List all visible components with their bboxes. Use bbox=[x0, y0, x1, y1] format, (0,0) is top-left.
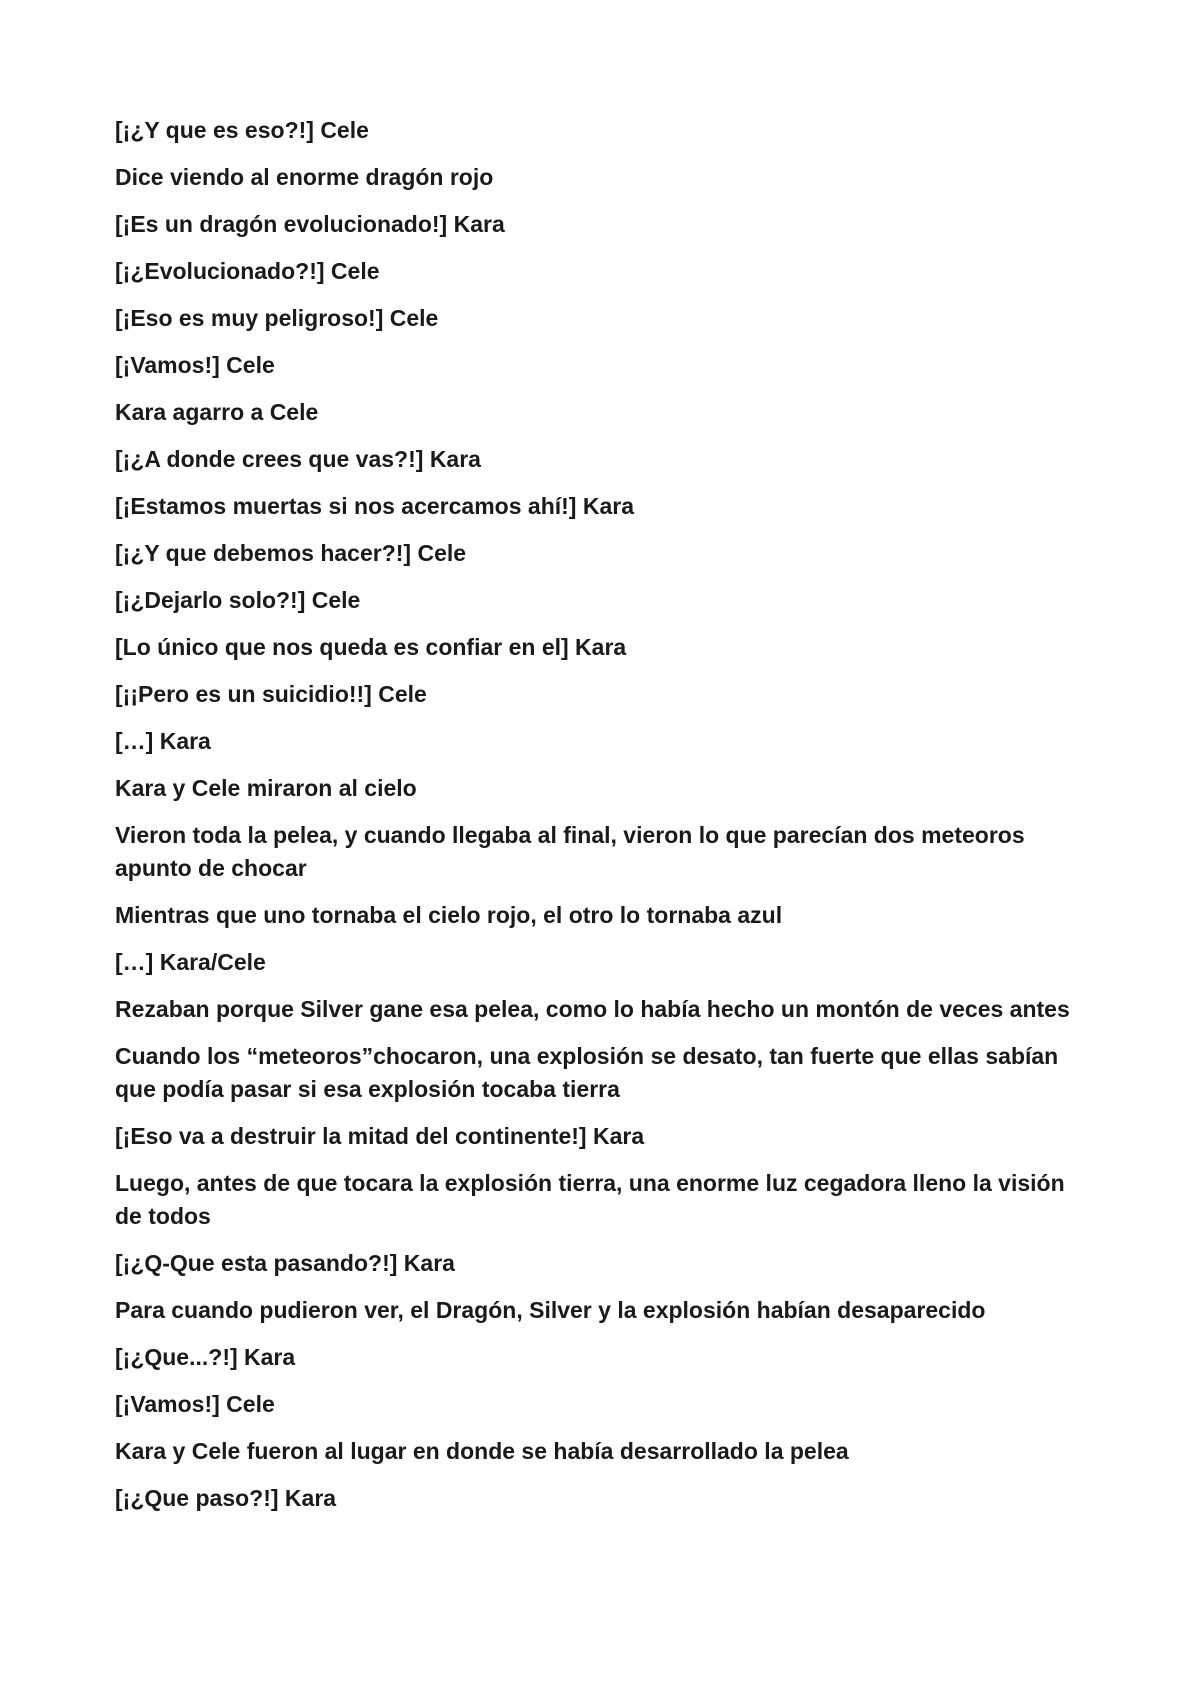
paragraph: Kara agarro a Cele bbox=[115, 399, 319, 425]
paragraph: [¡¿Dejarlo solo?!] Cele bbox=[115, 587, 361, 613]
paragraph: [¡Eso es muy peligroso!] Cele bbox=[115, 305, 439, 331]
paragraph: [¡¿Y que es eso?!] Cele bbox=[115, 117, 369, 143]
paragraph: [¡¿Que paso?!] Kara bbox=[115, 1485, 337, 1511]
paragraph: Cuando los “meteoros”chocaron, una explosión se desato, tan fuerte que ellas sabían que podía pasar si esa explosión tocaba tierra bbox=[115, 1043, 1059, 1102]
paragraph: [¡¡Pero es un suicidio!!] Cele bbox=[115, 681, 427, 707]
paragraph: Para cuando pudieron ver, el Dragón, Silver y la explosión habían desaparecido bbox=[115, 1297, 986, 1323]
paragraph: Vieron toda la pelea, y cuando llegaba al final, vieron lo que parecían dos meteoros apunto de chocar bbox=[115, 822, 1025, 881]
paragraph: Dice viendo al enorme dragón rojo bbox=[115, 164, 494, 190]
paragraph: Kara y Cele fueron al lugar en donde se había desarrollado la pelea bbox=[115, 1438, 849, 1464]
paragraph: Mientras que uno tornaba el cielo rojo, el otro lo tornaba azul bbox=[115, 902, 783, 928]
paragraph: Rezaban porque Silver gane esa pelea, como lo había hecho un montón de veces antes bbox=[115, 996, 1070, 1022]
paragraph: [¡¿Evolucionado?!] Cele bbox=[115, 258, 380, 284]
paragraph: [¡Vamos!] Cele bbox=[115, 1391, 275, 1417]
paragraph: [¡¿Y que debemos hacer?!] Cele bbox=[115, 540, 467, 566]
paragraph: […] Kara/Cele bbox=[115, 949, 266, 975]
paragraph: [¡¿Que...?!] Kara bbox=[115, 1344, 296, 1370]
paragraph: [¡Es un dragón evolucionado!] Kara bbox=[115, 211, 505, 237]
paragraph: Kara y Cele miraron al cielo bbox=[115, 775, 417, 801]
paragraph: [Lo único que nos queda es confiar en el] Kara bbox=[115, 634, 627, 660]
paragraph: [¡Eso va a destruir la mitad del continente!] Kara bbox=[115, 1123, 645, 1149]
paragraph: [¡¿A donde crees que vas?!] Kara bbox=[115, 446, 481, 472]
paragraph: […] Kara bbox=[115, 728, 211, 754]
paragraph: [¡Vamos!] Cele bbox=[115, 352, 275, 378]
paragraph: [¡Estamos muertas si nos acercamos ahí!] Kara bbox=[115, 493, 634, 519]
document-body bbox=[115, 114, 1075, 1529]
paragraph: Luego, antes de que tocara la explosión tierra, una enorme luz cegadora lleno la visión de todos bbox=[115, 1170, 1065, 1229]
paragraph: [¡¿Q-Que esta pasando?!] Kara bbox=[115, 1250, 455, 1276]
